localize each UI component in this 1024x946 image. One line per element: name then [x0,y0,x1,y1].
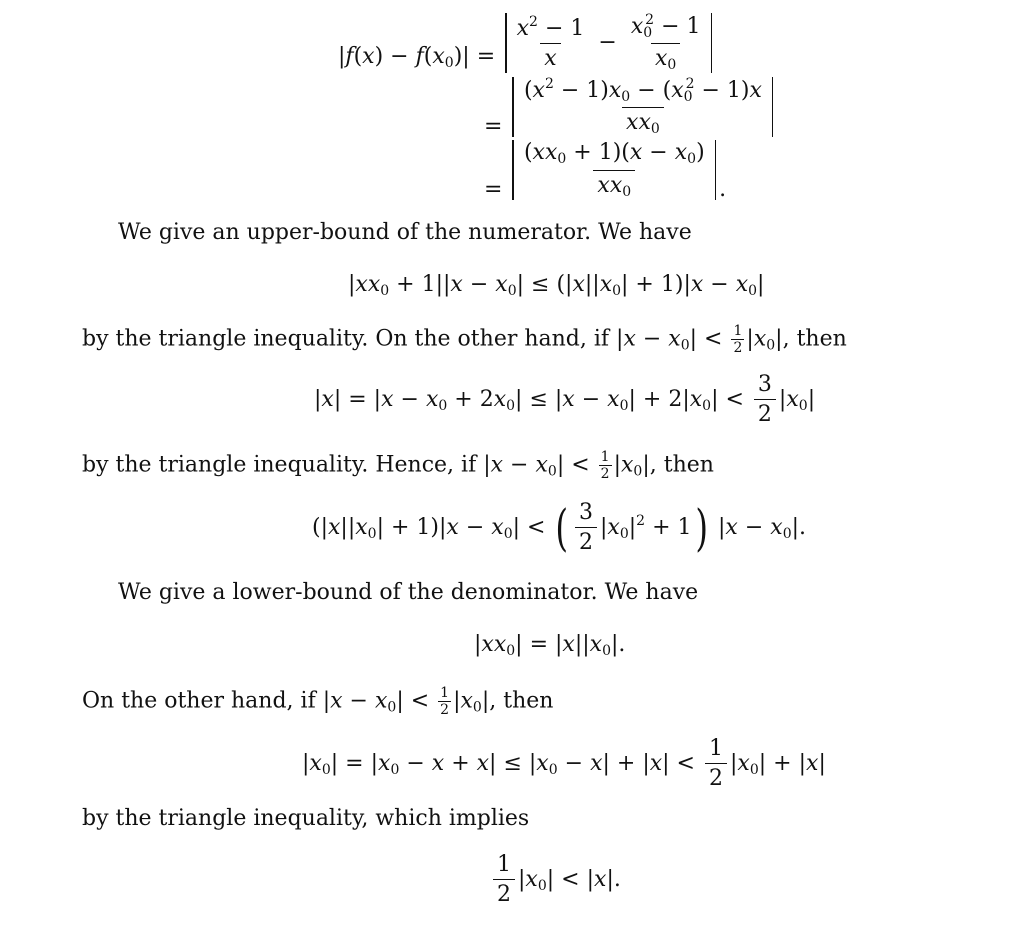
paragraph-other-hand-text: On the other hand, if [82,688,316,714]
equation-1-line-3: = $\frac{(xx_0 + 1)(x - x_0)}{xx_0}$ . [484,140,727,202]
paragraph-triangle-1-then: , then [782,326,847,352]
paragraph-hence: by the triangle inequality. Hence, if $|x - x_0|$ < $\frac{1}{2}$ $|x_0|$, then [82,449,714,482]
paragraph-hence-text: by the triangle inequality. Hence, if [82,452,477,478]
paragraph-hence-then: , then [649,452,714,478]
paragraph-other-hand: On the other hand, if $|x - x_0|$ < $\frac{1}{2}$ $|x_0|$, then [82,685,554,718]
equation-numerator-bound: $|xx_0 + 1||x - x_0| \le (|x||x_0| + 1)|x - x_0|$ [348,272,765,299]
equation-final: $\frac{1}{2}$ $|x_0| < |x|$. [490,852,621,908]
equation-denominator: $|xx_0| = |x||x_0|$. [474,632,626,659]
paragraph-triangle-1-text: by the triangle inequality. On the other hand, if [82,326,610,352]
paragraph-implies: by the triangle inequality, which implies [82,806,530,831]
equation-1-line-1: $|f(x) - f(x_0)|$ = $\frac{x^2 - 1}{x}$ − $\frac{x_0^2 - 1}{x_0}$ [338,6,715,67]
paragraph-triangle-1: by the triangle inequality. On the other hand, if $|x - x_0|$ < $\frac{1}{2}$ $|x_0|$, then [82,323,847,356]
equation-x0-bound: $|x_0| = |x_0 - x + x| \le |x_0 - x| + |x|$ < $\frac{1}{2}$ $|x_0| + |x|$ [302,736,826,792]
equation-1-line-2: = $\frac{(x^2 - 1)x_0 - (x_0^2 - 1)x}{xx_0}$ [484,76,776,137]
equation-x-bound: $|x| = |x - x_0 + 2x_0| \le |x - x_0| + 2|x_0|$ < $\frac{3}{2}$ $|x_0|$ [314,372,816,428]
paragraph-denominator-intro: We give a lower-bound of the denominator. We have [118,580,699,605]
paragraph-numerator-intro: We give an upper-bound of the numerator. We have [118,220,692,245]
paragraph-other-hand-then: , then [489,688,554,714]
equation-combined-bound: $(|x||x_0| + 1)|x - x_0|$ < ( $\frac{3}{2}$ $|x_0|^2 + 1$) $|x - x_0|$. [312,498,807,557]
